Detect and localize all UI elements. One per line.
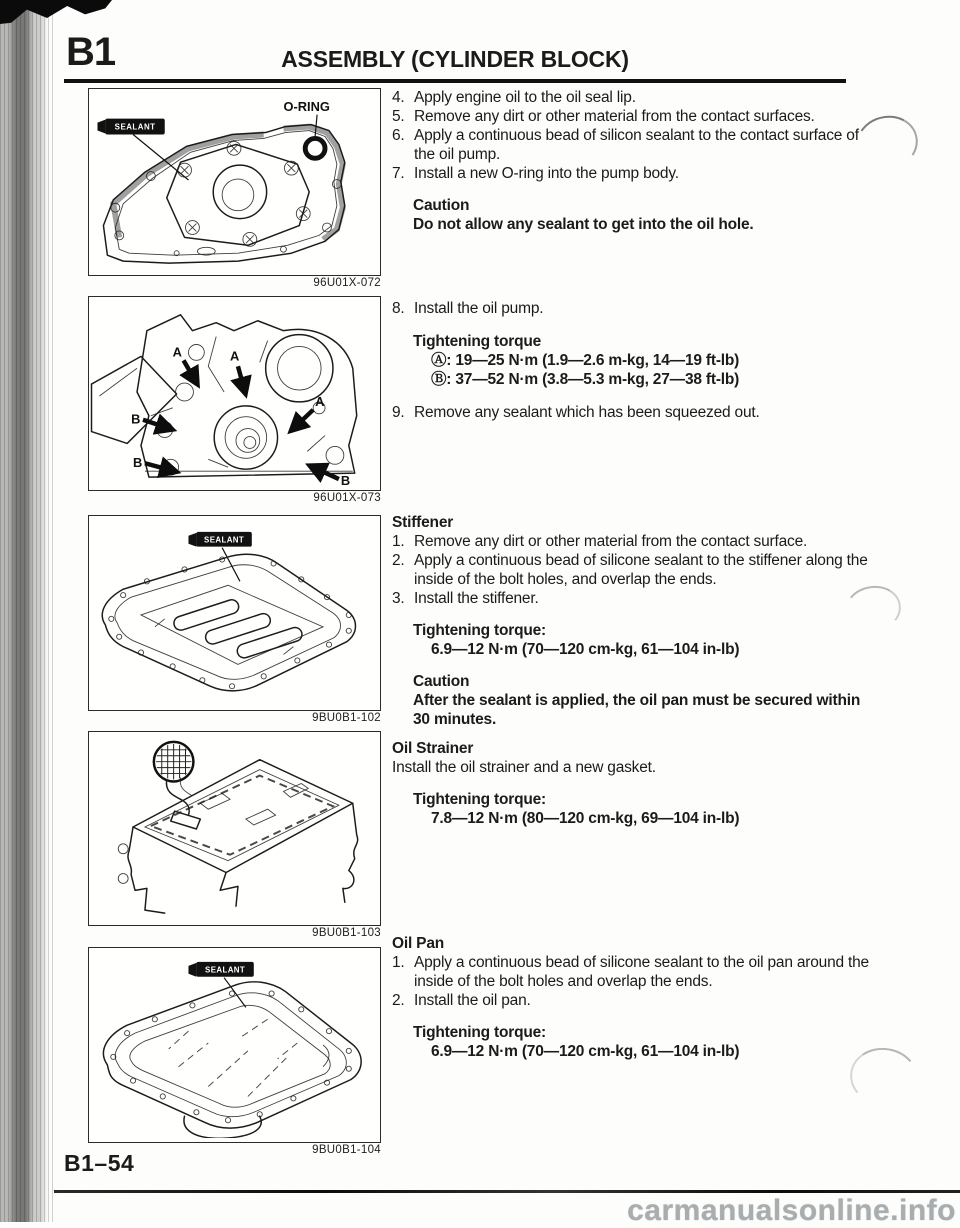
torque-title: Tightening torque: [413, 1024, 547, 1041]
figure-frame [88, 947, 381, 1143]
step-row: 1. Remove any dirt or other material from the contact surface. [392, 533, 808, 550]
section-stiffener [392, 513, 874, 729]
figure-frame [88, 515, 381, 711]
section-oil-pump-sealing [392, 88, 874, 234]
scan-corner-smudge [0, 0, 112, 24]
figure-caption: 9BU0B1-104 [312, 1144, 381, 1156]
oring-label: O-RING [283, 98, 330, 114]
figure-caption: 96U01X-073 [313, 492, 381, 504]
sealant-label: SEALANT [204, 535, 245, 545]
subsection-title: Stiffener [392, 514, 454, 531]
engine-front-illustration [89, 297, 379, 487]
bolt-arrows [143, 360, 339, 479]
oil-pump-illustration [89, 89, 379, 272]
pan-creases [169, 1019, 298, 1096]
figure-stiffener [88, 515, 381, 724]
step-row: 4. Apply engine oil to the oil seal lip. [392, 89, 636, 106]
step-row: 2. Install the oil pan. [392, 992, 531, 1009]
figure-caption: 9BU0B1-102 [312, 712, 381, 724]
torque-value: 6.9—12 N·m (70—120 cm-kg, 61—104 in-lb) [431, 641, 740, 658]
torque-title: Tightening torque: [413, 791, 547, 808]
figure-oil-pump-bolts [88, 296, 381, 504]
oring-part [305, 138, 325, 158]
step-row: 2. Apply a continuous bead of silicone sealant to the stiffener along the inside of the bolt holes, and overlap the ends. [392, 552, 868, 588]
bolt-label-b: B [131, 411, 141, 427]
caution-text: After the sealant is applied, the oil pan must be secured within 30 minutes. [413, 692, 861, 728]
sealant-label: SEALANT [205, 965, 246, 975]
sealant-tube-icon [188, 532, 251, 581]
stiffener-ribs [172, 598, 304, 660]
figure-oil-strainer [88, 731, 381, 939]
bolt-label-a: A [315, 393, 325, 409]
torque-title: Tightening torque [413, 333, 542, 350]
scan-binding-noise [0, 0, 56, 1222]
step-row: 9. Remove any sealant which has been squeezed out. [392, 404, 760, 421]
section-oil-pan [392, 934, 874, 1061]
body-text: Install the oil strainer and a new gasket. [392, 759, 656, 776]
section-oil-pump-install [392, 299, 874, 422]
step-row: 5. Remove any dirt or other material from the contact surfaces. [392, 108, 815, 125]
step-row: 8. Install the oil pump. [392, 300, 544, 317]
bolt-holes [111, 991, 352, 1123]
oil-pan-illustration [89, 948, 379, 1138]
torque-value: 6.9—12 N·m (70—120 cm-kg, 61—104 in-lb) [431, 1043, 740, 1060]
oil-strainer-illustration [89, 732, 379, 922]
step-row: 1. Apply a continuous bead of silicone sealant to the oil pan around the inside of the bolt holes and overlap the ends. [392, 954, 869, 990]
stiffener-illustration [89, 516, 379, 706]
torque-title: Tightening torque: [413, 622, 547, 639]
figure-frame [88, 296, 381, 491]
torque-value: 7.8—12 N·m (80—120 cm-kg, 69—104 in-lb) [431, 810, 740, 827]
strainer-mesh [154, 742, 194, 782]
caution-title: Caution [413, 197, 470, 214]
page-title: ASSEMBLY (CYLINDER BLOCK) [281, 46, 629, 72]
sealant-label: SEALANT [114, 122, 156, 132]
bolt-label-b: B [133, 455, 143, 471]
figure-oil-pan [88, 947, 381, 1156]
footer-rule [54, 1190, 960, 1193]
caution-text: Do not allow any sealant to get into the oil hole. [413, 216, 754, 233]
subsection-title: Oil Pan [392, 935, 445, 952]
step-row: 6. Apply a continuous bead of silicon sealant to the contact surface of the oil pump. [392, 127, 859, 163]
page-number: B1–54 [64, 1150, 135, 1176]
figure-caption: 9BU0B1-103 [312, 927, 381, 939]
caution-title: Caution [413, 673, 470, 690]
torque-value-b: Ⓑ: 37—52 N·m (3.8—5.3 m-kg, 27—38 ft-lb) [431, 371, 740, 388]
section-code: B1 [66, 30, 116, 74]
bolt-label-b: B [340, 473, 351, 487]
watermark-text: carmanualsonline.info [627, 1194, 956, 1227]
bolt-label-a: A [230, 348, 240, 364]
sealant-tube-icon [188, 962, 253, 1008]
bolt-label-a: A [172, 344, 182, 360]
figure-caption: 96U01X-072 [313, 277, 381, 289]
step-row: 3. Install the stiffener. [392, 590, 539, 607]
section-oil-strainer [392, 739, 874, 828]
step-row: 7. Install a new O-ring into the pump body. [392, 165, 679, 182]
figure-frame [88, 731, 381, 926]
figure-oil-pump-oring [88, 88, 381, 289]
header-rule [64, 79, 846, 83]
subsection-title: Oil Strainer [392, 740, 474, 757]
torque-value-a: Ⓐ: 19—25 N·m (1.9—2.6 m-kg, 14—19 ft-lb) [431, 352, 740, 369]
sealant-tube-icon [97, 119, 188, 180]
figure-frame [88, 88, 381, 276]
